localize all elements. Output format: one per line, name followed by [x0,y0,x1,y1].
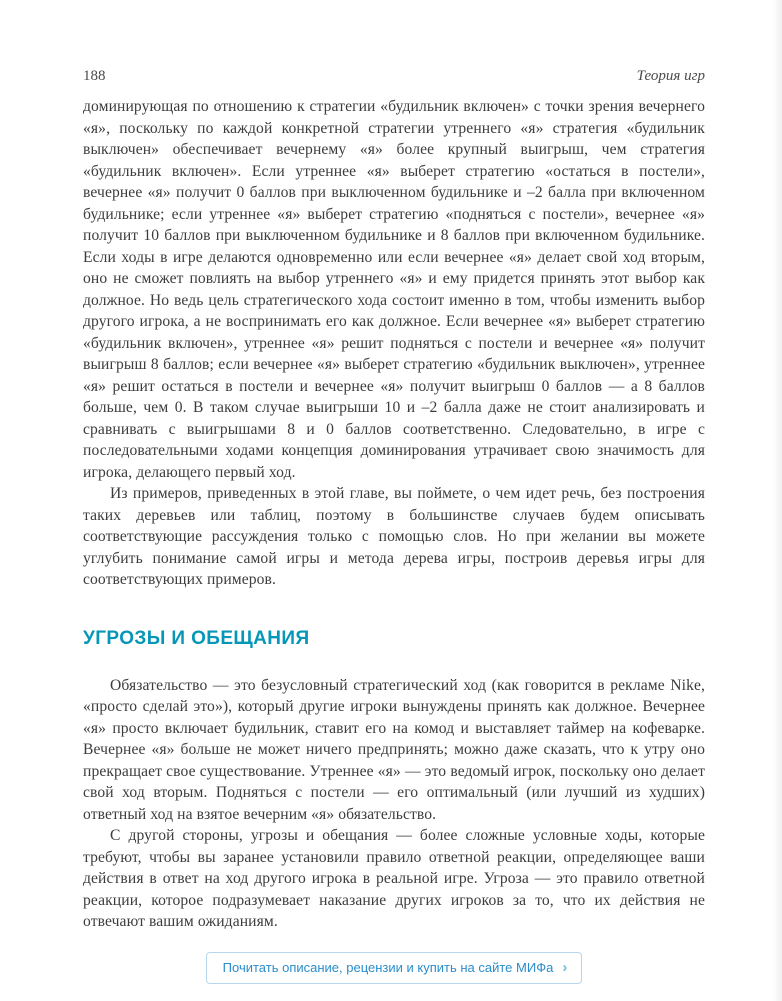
page-number: 188 [83,68,106,84]
body-text [83,96,705,933]
section-heading-threats-and-promises: УГРОЗЫ И ОБЕЩАНИЯ [83,627,310,649]
paragraph-domination: доминирующая по отношению к стратегии «будильник включен» с точки зрения вечернего «я», поскольку по каждой конкретной стратегии утреннего «я» стратегия «будильник выключен» обеспечивает вечернему «я» более крупный выигрыш, чем стратегия «будильник включен». Если утреннее «я» выберет стратегию «остаться в постели», вечернее «я» получит 0 баллов при выключенном будильнике и –2 балла при включенном будильнике; если утреннее «я» выберет стратегию «подняться с постели», вечернее «я» получит 10 баллов при выключенном будильнике и 8 баллов при включенном будильнике. Если ходы в игре делаются одновременно или если вечернее «я» делает свой ход вторым, оно не сможет повлиять на выбор утреннего «я» и ему придется принять этот выбор как должное. Но ведь цель стратегического хода состоит именно в том, чтобы изменить выбор другого игрока, а не воспринимать его как должное. Если вечернее «я» выберет стратегию «будильник включен», утреннее «я» решит подняться с постели и вечернее «я» получит выигрыш 8 баллов; если вечернее «я» выберет стратегию «будильник выключен», утреннее «я» решит остаться в постели и вечернее «я» получит выигрыш 0 баллов — а 8 баллов больше, чем 0. В таком случае выигрыши 10 и –2 балла даже не стоит анализировать и сравнивать с выигрышами 8 и 0 баллов соответственно. Следовательно, в игре с последовательными ходами концепция доминирования утрачивает свою значимость для игрока, делающего первый ход. [83,98,705,481]
paragraph-commitment: Обязательство — это безусловный стратегический ход (как говорится в рекламе Nike, «просто сделай это»), который другие игроки вынуждены принять как должное. Вечернее «я» просто включает будильник, ставит его на комод и выставляет таймер на кофеварке. Вечернее «я» больше не может ничего предпринять; можно даже сказать, что к утру оно прекращает свое существование. Утреннее «я» — это ведомый игрок, поскольку оно делает свой ход вторым. Подняться с постели — его оптимальный (или лучший из худших) ответный ход на взятое вечерним «я» обязательство. [83,676,705,823]
buy-on-mif-site-link[interactable] [206,952,583,984]
buy-link-label: Почитать описание, рецензии и купить на сайте МИФа [222,959,554,975]
chevron-right-icon: › [562,958,568,976]
running-title: Теория игр [636,68,705,84]
running-head [83,68,705,85]
footer-link-container [83,952,705,984]
paragraph-examples: Из примеров, приведенных в этой главе, вы поймете, о чем идет речь, без построения таких деревьев или таблиц, поэтому в большинстве случаев будем описывать соответствующие рассуждения только с помощью слов. Но при желании вы можете углубить понимание самой игры и метода дерева игры, построив деревья игры для соответствующих примеров. [83,485,705,588]
paragraph-threats: С другой стороны, угрозы и обещания — более сложные условные ходы, которые требуют, чтобы вы заранее установили правило ответной реакции, определяющее ваши действия в ответ на ход другого игрока в реальной игре. Угроза — это правило ответной реакции, которое подразумевает наказание других игроков за то, что их действия не отвечают вашим ожиданиям. [83,827,705,930]
